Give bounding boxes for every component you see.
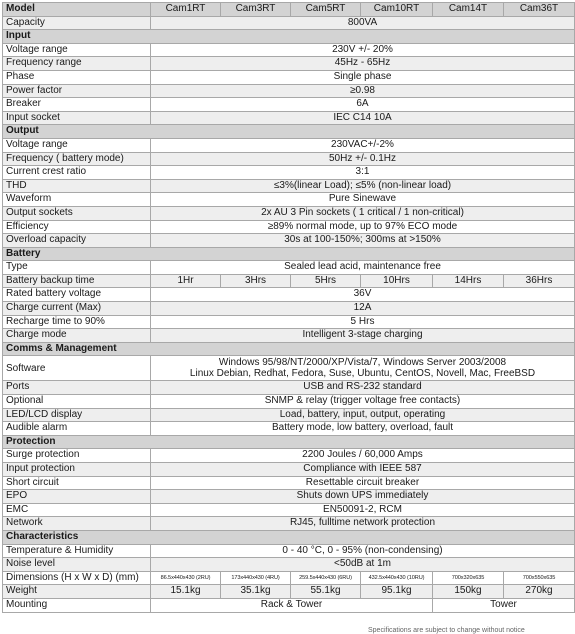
model-cam36t: Cam36T <box>504 3 575 17</box>
spec-value: 45Hz - 65Hz <box>151 57 575 71</box>
spec-value: 12A <box>151 302 575 316</box>
dimension-value: 86.5x440x430 (2RU) <box>151 571 221 585</box>
spec-row <box>3 57 575 71</box>
spec-value: 50Hz +/- 0.1Hz <box>151 152 575 166</box>
weight-value: 270kg <box>504 585 575 599</box>
spec-value: Load, battery, input, output, operating <box>151 408 575 422</box>
section-title: Input <box>3 30 575 44</box>
spec-value: 2200 Joules / 60,000 Amps <box>151 449 575 463</box>
weight-value: 35.1kg <box>221 585 291 599</box>
spec-label: Software <box>3 356 151 381</box>
spec-label: Battery backup time <box>3 274 151 288</box>
spec-row <box>3 111 575 125</box>
spec-label: Voltage range <box>3 138 151 152</box>
spec-row <box>3 395 575 409</box>
spec-value: ≤3%(linear Load); ≤5% (non-linear load) <box>151 179 575 193</box>
spec-value: Single phase <box>151 70 575 84</box>
spec-row <box>3 84 575 98</box>
spec-row <box>3 288 575 302</box>
spec-row <box>3 329 575 343</box>
spec-label: Surge protection <box>3 449 151 463</box>
spec-label: Type <box>3 261 151 275</box>
weight-value: 95.1kg <box>361 585 433 599</box>
spec-label: Frequency range <box>3 57 151 71</box>
dimension-value: 173x440x430 (4RU) <box>221 571 291 585</box>
spec-value: 3:1 <box>151 166 575 180</box>
model-cam14t: Cam14T <box>433 3 504 17</box>
spec-label: Dimensions (H x W x D) (mm) <box>3 571 151 585</box>
spec-value: SNMP & relay (trigger voltage free contacts) <box>151 395 575 409</box>
section-title: Characteristics <box>3 530 575 544</box>
spec-row <box>3 558 575 572</box>
software-line: Linux Debian, Redhat, Fedora, Suse, Ubuntu, CentOS, Novell, Mac, FreeBSD <box>189 368 536 380</box>
spec-label: THD <box>3 179 151 193</box>
spec-row <box>3 261 575 275</box>
spec-value: Resettable circuit breaker <box>151 476 575 490</box>
backup-time-value: 36Hrs <box>504 274 575 288</box>
model-cam3rt: Cam3RT <box>221 3 291 17</box>
spec-row <box>3 302 575 316</box>
spec-label: Waveform <box>3 193 151 207</box>
spec-row <box>3 585 575 599</box>
spec-row <box>3 166 575 180</box>
spec-value: ≥89% normal mode, up to 97% ECO mode <box>151 220 575 234</box>
spec-row <box>3 206 575 220</box>
spec-row <box>3 517 575 531</box>
spec-row <box>3 449 575 463</box>
spec-label: Efficiency <box>3 220 151 234</box>
spec-row <box>3 476 575 490</box>
spec-row <box>3 503 575 517</box>
section-battery <box>3 247 575 261</box>
spec-value: ≥0.98 <box>151 84 575 98</box>
spec-label: LED/LCD display <box>3 408 151 422</box>
spec-value: Battery mode, low battery, overload, fault <box>151 422 575 436</box>
spec-label: EMC <box>3 503 151 517</box>
spec-value: 0 - 40 °C, 0 - 95% (non-condensing) <box>151 544 575 558</box>
spec-label: Capacity <box>3 16 151 30</box>
model-cam5rt: Cam5RT <box>291 3 361 17</box>
spec-value: Intelligent 3-stage charging <box>151 329 575 343</box>
spec-label: Audible alarm <box>3 422 151 436</box>
spec-row <box>3 152 575 166</box>
software-line: Windows 95/98/NT/2000/XP/Vista/7, Windows Server 2003/2008 <box>218 357 507 369</box>
spec-table <box>2 2 575 613</box>
backup-time-value: 5Hrs <box>291 274 361 288</box>
spec-label: Power factor <box>3 84 151 98</box>
model-label: Model <box>3 3 151 17</box>
spec-value: Sealed lead acid, maintenance free <box>151 261 575 275</box>
mounting-tower-value: Tower <box>433 598 575 612</box>
spec-label: Weight <box>3 585 151 599</box>
spec-value: <50dB at 1m <box>151 558 575 572</box>
spec-label: Short circuit <box>3 476 151 490</box>
spec-row <box>3 356 575 381</box>
section-title: Output <box>3 125 575 139</box>
spec-label: Ports <box>3 381 151 395</box>
spec-row <box>3 598 575 612</box>
spec-row <box>3 408 575 422</box>
spec-label: Optional <box>3 395 151 409</box>
spec-label: Charge mode <box>3 329 151 343</box>
spec-label: Output sockets <box>3 206 151 220</box>
spec-row <box>3 193 575 207</box>
dimension-value: 700x320x635 <box>433 571 504 585</box>
spec-value: Shuts down UPS immediately <box>151 490 575 504</box>
spec-label: Recharge time to 90% <box>3 315 151 329</box>
spec-label: Temperature & Humidity <box>3 544 151 558</box>
spec-row <box>3 98 575 112</box>
spec-row <box>3 422 575 436</box>
section-comms <box>3 342 575 356</box>
dimension-value: 259.5x440x430 (6RU) <box>291 571 361 585</box>
spec-value: Compliance with IEEE 587 <box>151 463 575 477</box>
spec-row <box>3 179 575 193</box>
spec-value: 230VAC+/-2% <box>151 138 575 152</box>
spec-value: Pure Sinewave <box>151 193 575 207</box>
spec-value: USB and RS-232 standard <box>151 381 575 395</box>
section-protection <box>3 435 575 449</box>
spec-label: Rated battery voltage <box>3 288 151 302</box>
spec-row <box>3 381 575 395</box>
spec-row <box>3 16 575 30</box>
spec-value: 5 Hrs <box>151 315 575 329</box>
spec-label: Breaker <box>3 98 151 112</box>
section-title: Protection <box>3 435 575 449</box>
spec-value: 800VA <box>151 16 575 30</box>
spec-label: Network <box>3 517 151 531</box>
spec-row <box>3 315 575 329</box>
spec-value: RJ45, fulltime network protection <box>151 517 575 531</box>
spec-label: Input socket <box>3 111 151 125</box>
section-input <box>3 30 575 44</box>
spec-label: Current crest ratio <box>3 166 151 180</box>
spec-row <box>3 220 575 234</box>
spec-label: Mounting <box>3 598 151 612</box>
spec-row <box>3 234 575 248</box>
section-characteristics <box>3 530 575 544</box>
spec-row <box>3 70 575 84</box>
weight-value: 55.1kg <box>291 585 361 599</box>
backup-time-value: 14Hrs <box>433 274 504 288</box>
spec-label: Frequency ( battery mode) <box>3 152 151 166</box>
weight-value: 150kg <box>433 585 504 599</box>
spec-label: Input protection <box>3 463 151 477</box>
model-cam1rt: Cam1RT <box>151 3 221 17</box>
section-output <box>3 125 575 139</box>
model-cam10rt: Cam10RT <box>361 3 433 17</box>
spec-label: Charge current (Max) <box>3 302 151 316</box>
dimension-value: 700x550x635 <box>504 571 575 585</box>
spec-value: 6A <box>151 98 575 112</box>
spec-row <box>3 463 575 477</box>
model-header-row <box>3 3 575 17</box>
spec-label: Voltage range <box>3 43 151 57</box>
spec-row <box>3 571 575 585</box>
spec-row <box>3 43 575 57</box>
spec-label: Phase <box>3 70 151 84</box>
backup-time-value: 3Hrs <box>221 274 291 288</box>
weight-value: 15.1kg <box>151 585 221 599</box>
spec-label: Noise level <box>3 558 151 572</box>
backup-time-value: 1Hr <box>151 274 221 288</box>
dimension-value: 432.5x440x430 (10RU) <box>361 571 433 585</box>
spec-row <box>3 544 575 558</box>
backup-time-value: 10Hrs <box>361 274 433 288</box>
section-title: Comms & Management <box>3 342 575 356</box>
software-value <box>151 356 575 381</box>
mounting-rack-value: Rack & Tower <box>151 598 433 612</box>
spec-label: EPO <box>3 490 151 504</box>
spec-label: Overload capacity <box>3 234 151 248</box>
spec-value: 230V +/- 20% <box>151 43 575 57</box>
spec-row <box>3 490 575 504</box>
spec-value: 36V <box>151 288 575 302</box>
spec-row <box>3 274 575 288</box>
spec-value: 2x AU 3 Pin sockets ( 1 critical / 1 non-critical) <box>151 206 575 220</box>
spec-value: EN50091-2, RCM <box>151 503 575 517</box>
spec-value: IEC C14 10A <box>151 111 575 125</box>
spec-value: 30s at 100-150%; 300ms at >150% <box>151 234 575 248</box>
section-title: Battery <box>3 247 575 261</box>
spec-row <box>3 138 575 152</box>
footnote: Specifications are subject to change without notice <box>368 627 525 634</box>
